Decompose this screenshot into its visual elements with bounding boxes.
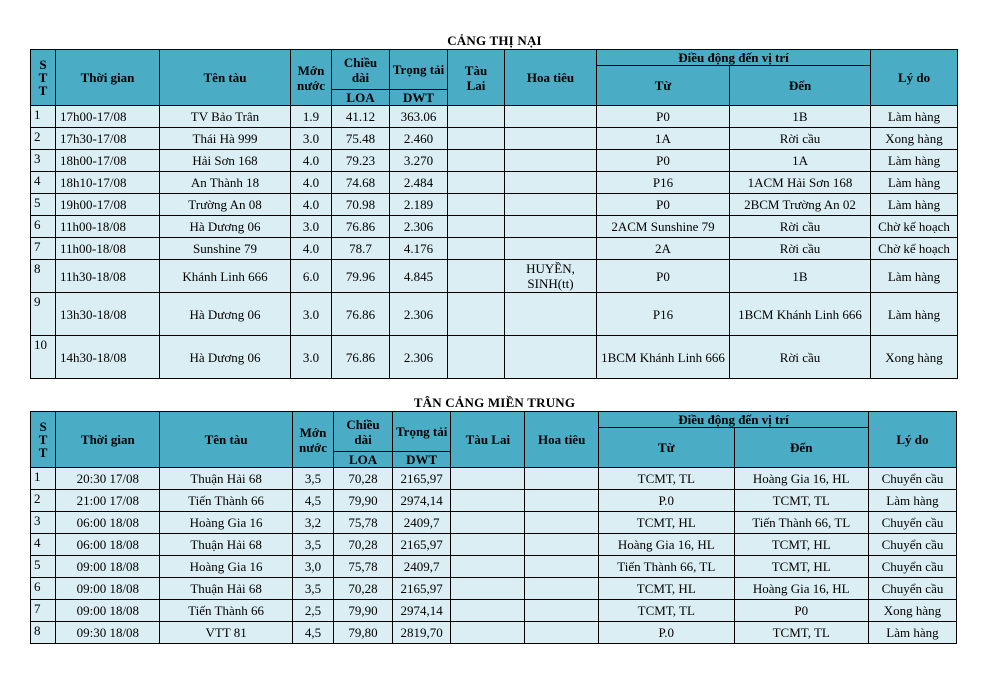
table-row — [31, 293, 958, 336]
cell-tug — [448, 238, 505, 260]
cell-pilot — [525, 534, 599, 556]
cell-pilot — [505, 172, 597, 194]
schedule-table-cang-thi-nai — [30, 49, 958, 379]
cell-dwt: 2974,14 — [392, 600, 451, 622]
header-tug: Tàu Lai — [451, 412, 525, 468]
header-tonnage: Trọng tải — [390, 50, 448, 90]
table-row — [31, 512, 957, 534]
cell-to: 1A — [730, 150, 871, 172]
table-row — [31, 490, 957, 512]
cell-ship: TV Bảo Trân — [160, 106, 291, 128]
cell-draft: 3.0 — [291, 336, 332, 379]
cell-time: 09:30 18/08 — [56, 622, 160, 644]
cell-loa: 79.23 — [332, 150, 390, 172]
cell-from: 1BCM Khánh Linh 666 — [597, 336, 730, 379]
cell-loa: 76.86 — [332, 293, 390, 336]
cell-stt: 1 — [31, 106, 56, 128]
cell-time: 11h00-18/08 — [56, 238, 160, 260]
cell-to: Rời cầu — [730, 336, 871, 379]
table-row — [31, 150, 958, 172]
cell-stt: 7 — [31, 600, 56, 622]
cell-to: P0 — [734, 600, 868, 622]
header-time: Thời gian — [56, 412, 160, 468]
cell-draft: 4.0 — [291, 172, 332, 194]
cell-reason: Làm hàng — [871, 106, 958, 128]
cell-draft: 3.0 — [291, 216, 332, 238]
cell-draft: 4,5 — [292, 622, 333, 644]
cell-from: P0 — [597, 150, 730, 172]
cell-from: P0 — [597, 260, 730, 293]
cell-from: 2A — [597, 238, 730, 260]
cell-to: TCMT, TL — [734, 622, 868, 644]
table-row — [31, 578, 957, 600]
cell-reason: Làm hàng — [868, 622, 956, 644]
cell-time: 14h30-18/08 — [56, 336, 160, 379]
cell-pilot — [525, 578, 599, 600]
cell-dwt: 2974,14 — [392, 490, 451, 512]
cell-loa: 70,28 — [334, 578, 393, 600]
cell-time: 09:00 18/08 — [56, 556, 160, 578]
cell-loa: 79,90 — [334, 600, 393, 622]
cell-time: 11h00-18/08 — [56, 216, 160, 238]
header-dwt: DWT — [392, 452, 451, 468]
cell-ship: Sunshine 79 — [160, 238, 291, 260]
cell-dwt: 2.306 — [390, 336, 448, 379]
header-draft: Mớn nước — [291, 50, 332, 106]
cell-ship: Thuận Hải 68 — [160, 468, 292, 490]
cell-stt: 8 — [31, 260, 56, 293]
cell-tug — [448, 172, 505, 194]
cell-from: Tiến Thành 66, TL — [599, 556, 734, 578]
table-row — [31, 238, 958, 260]
cell-time: 13h30-18/08 — [56, 293, 160, 336]
cell-draft: 3,2 — [292, 512, 333, 534]
cell-to: TCMT, HL — [734, 534, 868, 556]
cell-draft: 3.0 — [291, 293, 332, 336]
section-title-cang-thi-nai: CẢNG THỊ NẠI — [447, 33, 542, 48]
schedule-table-tan-cang-mien-trung — [30, 411, 957, 644]
cell-pilot — [525, 556, 599, 578]
cell-draft: 3,0 — [292, 556, 333, 578]
cell-stt: 4 — [31, 172, 56, 194]
header-move: Điều động đến vị trí — [599, 412, 869, 428]
table-row — [31, 336, 958, 379]
cell-dwt: 363.06 — [390, 106, 448, 128]
cell-tug — [448, 150, 505, 172]
header-dwt: DWT — [390, 90, 448, 106]
cell-from: P0 — [597, 106, 730, 128]
cell-reason: Chuyển cầu — [868, 512, 956, 534]
cell-tug — [448, 216, 505, 238]
cell-ship: Tiến Thành 66 — [160, 490, 292, 512]
cell-time: 06:00 18/08 — [56, 512, 160, 534]
cell-loa: 70.98 — [332, 194, 390, 216]
cell-to: Tiến Thành 66, TL — [734, 512, 868, 534]
cell-draft: 4.0 — [291, 150, 332, 172]
header-ship: Tên tàu — [160, 412, 292, 468]
cell-from: P.0 — [599, 490, 734, 512]
cell-dwt: 2165,97 — [392, 468, 451, 490]
table-row — [31, 260, 958, 293]
cell-ship: An Thành 18 — [160, 172, 291, 194]
cell-reason: Làm hàng — [868, 490, 956, 512]
cell-ship: Trường An 08 — [160, 194, 291, 216]
cell-to: 1B — [730, 106, 871, 128]
cell-ship: Khánh Linh 666 — [160, 260, 291, 293]
cell-draft: 2,5 — [292, 600, 333, 622]
cell-stt: 4 — [31, 534, 56, 556]
cell-to: Rời cầu — [730, 238, 871, 260]
cell-pilot — [505, 128, 597, 150]
cell-time: 19h00-17/08 — [56, 194, 160, 216]
cell-ship: Thuận Hải 68 — [160, 578, 292, 600]
cell-from: TCMT, HL — [599, 578, 734, 600]
cell-pilot — [505, 293, 597, 336]
cell-from: P.0 — [599, 622, 734, 644]
cell-draft: 4.0 — [291, 238, 332, 260]
cell-dwt: 2165,97 — [392, 534, 451, 556]
cell-tug — [451, 512, 525, 534]
cell-ship: Hoàng Gia 16 — [160, 512, 292, 534]
cell-to: TCMT, TL — [734, 490, 868, 512]
cell-dwt: 2.306 — [390, 293, 448, 336]
cell-draft: 6.0 — [291, 260, 332, 293]
cell-stt: 9 — [31, 293, 56, 336]
cell-reason: Chuyển cầu — [868, 468, 956, 490]
cell-reason: Xong hàng — [871, 128, 958, 150]
header-stt: S T T — [31, 412, 56, 468]
cell-loa: 70,28 — [334, 468, 393, 490]
cell-loa: 41.12 — [332, 106, 390, 128]
cell-loa: 75,78 — [334, 512, 393, 534]
cell-to: 1ACM Hải Sơn 168 — [730, 172, 871, 194]
cell-reason: Xong hàng — [868, 600, 956, 622]
cell-stt: 10 — [31, 336, 56, 379]
cell-stt: 5 — [31, 556, 56, 578]
cell-reason: Làm hàng — [871, 150, 958, 172]
header-from: Từ — [597, 66, 730, 106]
cell-tug — [448, 194, 505, 216]
cell-dwt: 2165,97 — [392, 578, 451, 600]
cell-stt: 3 — [31, 150, 56, 172]
cell-draft: 1.9 — [291, 106, 332, 128]
cell-to: 1B — [730, 260, 871, 293]
header-reason: Lý do — [868, 412, 956, 468]
cell-loa: 75.48 — [332, 128, 390, 150]
header-pilot: Hoa tiêu — [505, 50, 597, 106]
cell-time: 17h30-17/08 — [56, 128, 160, 150]
cell-time: 20:30 17/08 — [56, 468, 160, 490]
cell-from: P16 — [597, 172, 730, 194]
header-length: Chiều dài — [332, 50, 390, 90]
cell-from: P16 — [597, 293, 730, 336]
cell-ship: Hà Dương 06 — [160, 336, 291, 379]
cell-draft: 3,5 — [292, 578, 333, 600]
table-row — [31, 106, 958, 128]
cell-loa: 78.7 — [332, 238, 390, 260]
cell-time: 09:00 18/08 — [56, 600, 160, 622]
cell-loa: 70,28 — [334, 534, 393, 556]
cell-ship: Hà Dương 06 — [160, 216, 291, 238]
cell-stt: 2 — [31, 128, 56, 150]
cell-dwt: 4.845 — [390, 260, 448, 293]
cell-to: 1BCM Khánh Linh 666 — [730, 293, 871, 336]
header-draft: Mớn nước — [292, 412, 333, 468]
cell-dwt: 2.460 — [390, 128, 448, 150]
cell-reason: Chuyển cầu — [868, 534, 956, 556]
cell-tug — [451, 534, 525, 556]
header-ship: Tên tàu — [160, 50, 291, 106]
cell-loa: 79.96 — [332, 260, 390, 293]
cell-time: 06:00 18/08 — [56, 534, 160, 556]
cell-tug — [448, 293, 505, 336]
cell-reason: Chờ kế hoạch — [871, 238, 958, 260]
header-loa: LOA — [334, 452, 393, 468]
cell-from: Hoàng Gia 16, HL — [599, 534, 734, 556]
cell-stt: 6 — [31, 578, 56, 600]
cell-pilot — [525, 600, 599, 622]
cell-ship: Thuận Hải 68 — [160, 534, 292, 556]
cell-time: 18h00-17/08 — [56, 150, 160, 172]
header-pilot: Hoa tiêu — [525, 412, 599, 468]
cell-pilot — [505, 238, 597, 260]
header-move: Điều động đến vị trí — [597, 50, 871, 66]
cell-dwt: 4.176 — [390, 238, 448, 260]
header-stt: S T T — [31, 50, 56, 106]
table-row — [31, 216, 958, 238]
cell-reason: Xong hàng — [871, 336, 958, 379]
cell-stt: 6 — [31, 216, 56, 238]
cell-ship: VTT 81 — [160, 622, 292, 644]
cell-dwt: 2.189 — [390, 194, 448, 216]
cell-from: P0 — [597, 194, 730, 216]
cell-ship: Hà Dương 06 — [160, 293, 291, 336]
cell-stt: 5 — [31, 194, 56, 216]
cell-dwt: 2.306 — [390, 216, 448, 238]
header-to: Đến — [734, 428, 868, 468]
cell-time: 09:00 18/08 — [56, 578, 160, 600]
cell-time: 17h00-17/08 — [56, 106, 160, 128]
cell-tug — [448, 128, 505, 150]
cell-draft: 3,5 — [292, 534, 333, 556]
cell-from: 1A — [597, 128, 730, 150]
header-length: Chiều dài — [334, 412, 393, 452]
cell-pilot — [505, 106, 597, 128]
cell-reason: Làm hàng — [871, 172, 958, 194]
cell-pilot — [525, 490, 599, 512]
cell-loa: 75,78 — [334, 556, 393, 578]
cell-dwt: 2.484 — [390, 172, 448, 194]
table-row — [31, 534, 957, 556]
cell-loa: 74.68 — [332, 172, 390, 194]
cell-pilot — [505, 150, 597, 172]
cell-draft: 3,5 — [292, 468, 333, 490]
cell-tug — [448, 260, 505, 293]
cell-loa: 76.86 — [332, 336, 390, 379]
cell-time: 18h10-17/08 — [56, 172, 160, 194]
table-row — [31, 600, 957, 622]
cell-reason: Chuyển cầu — [868, 578, 956, 600]
cell-stt: 1 — [31, 468, 56, 490]
cell-stt: 8 — [31, 622, 56, 644]
cell-reason: Làm hàng — [871, 293, 958, 336]
table-row — [31, 622, 957, 644]
header-tug: Tàu Lai — [448, 50, 505, 106]
cell-from: 2ACM Sunshine 79 — [597, 216, 730, 238]
cell-stt: 3 — [31, 512, 56, 534]
cell-stt: 2 — [31, 490, 56, 512]
table-row — [31, 128, 958, 150]
cell-time: 11h30-18/08 — [56, 260, 160, 293]
table-row — [31, 172, 958, 194]
cell-from: TCMT, HL — [599, 512, 734, 534]
cell-pilot — [525, 468, 599, 490]
cell-draft: 4.0 — [291, 194, 332, 216]
cell-ship: Tiến Thành 66 — [160, 600, 292, 622]
cell-tug — [448, 106, 505, 128]
cell-stt: 7 — [31, 238, 56, 260]
cell-pilot — [505, 216, 597, 238]
cell-tug — [451, 468, 525, 490]
header-loa: LOA — [332, 90, 390, 106]
cell-draft: 4,5 — [292, 490, 333, 512]
cell-reason: Chờ kế hoạch — [871, 216, 958, 238]
cell-tug — [451, 556, 525, 578]
cell-tug — [451, 622, 525, 644]
cell-to: Hoàng Gia 16, HL — [734, 468, 868, 490]
cell-dwt: 2409,7 — [392, 512, 451, 534]
cell-pilot — [505, 194, 597, 216]
cell-ship: Thái Hà 999 — [160, 128, 291, 150]
cell-draft: 3.0 — [291, 128, 332, 150]
cell-loa: 79,80 — [334, 622, 393, 644]
cell-tug — [451, 578, 525, 600]
cell-tug — [448, 336, 505, 379]
cell-to: Rời cầu — [730, 216, 871, 238]
cell-loa: 76.86 — [332, 216, 390, 238]
table-row — [31, 556, 957, 578]
cell-loa: 79,90 — [334, 490, 393, 512]
cell-pilot — [505, 336, 597, 379]
section-title-tan-cang-mien-trung: TÂN CẢNG MIỀN TRUNG — [413, 395, 576, 410]
cell-pilot: HUYỀN, SINH(tt) — [505, 260, 597, 293]
cell-to: Hoàng Gia 16, HL — [734, 578, 868, 600]
cell-dwt: 3.270 — [390, 150, 448, 172]
cell-time: 21:00 17/08 — [56, 490, 160, 512]
header-to: Đến — [730, 66, 871, 106]
cell-to: 2BCM Trường An 02 — [730, 194, 871, 216]
cell-dwt: 2819,70 — [392, 622, 451, 644]
table-row — [31, 468, 957, 490]
header-time: Thời gian — [56, 50, 160, 106]
cell-to: TCMT, HL — [734, 556, 868, 578]
cell-ship: Hoàng Gia 16 — [160, 556, 292, 578]
cell-pilot — [525, 512, 599, 534]
cell-dwt: 2409,7 — [392, 556, 451, 578]
cell-reason: Làm hàng — [871, 194, 958, 216]
cell-reason: Làm hàng — [871, 260, 958, 293]
cell-reason: Chuyển cầu — [868, 556, 956, 578]
cell-tug — [451, 600, 525, 622]
cell-from: TCMT, TL — [599, 600, 734, 622]
cell-from: TCMT, TL — [599, 468, 734, 490]
cell-to: Rời cầu — [730, 128, 871, 150]
table-row — [31, 194, 958, 216]
cell-ship: Hải Sơn 168 — [160, 150, 291, 172]
header-tonnage: Trọng tải — [392, 412, 451, 452]
cell-tug — [451, 490, 525, 512]
header-from: Từ — [599, 428, 734, 468]
header-reason: Lý do — [871, 50, 958, 106]
cell-pilot — [525, 622, 599, 644]
